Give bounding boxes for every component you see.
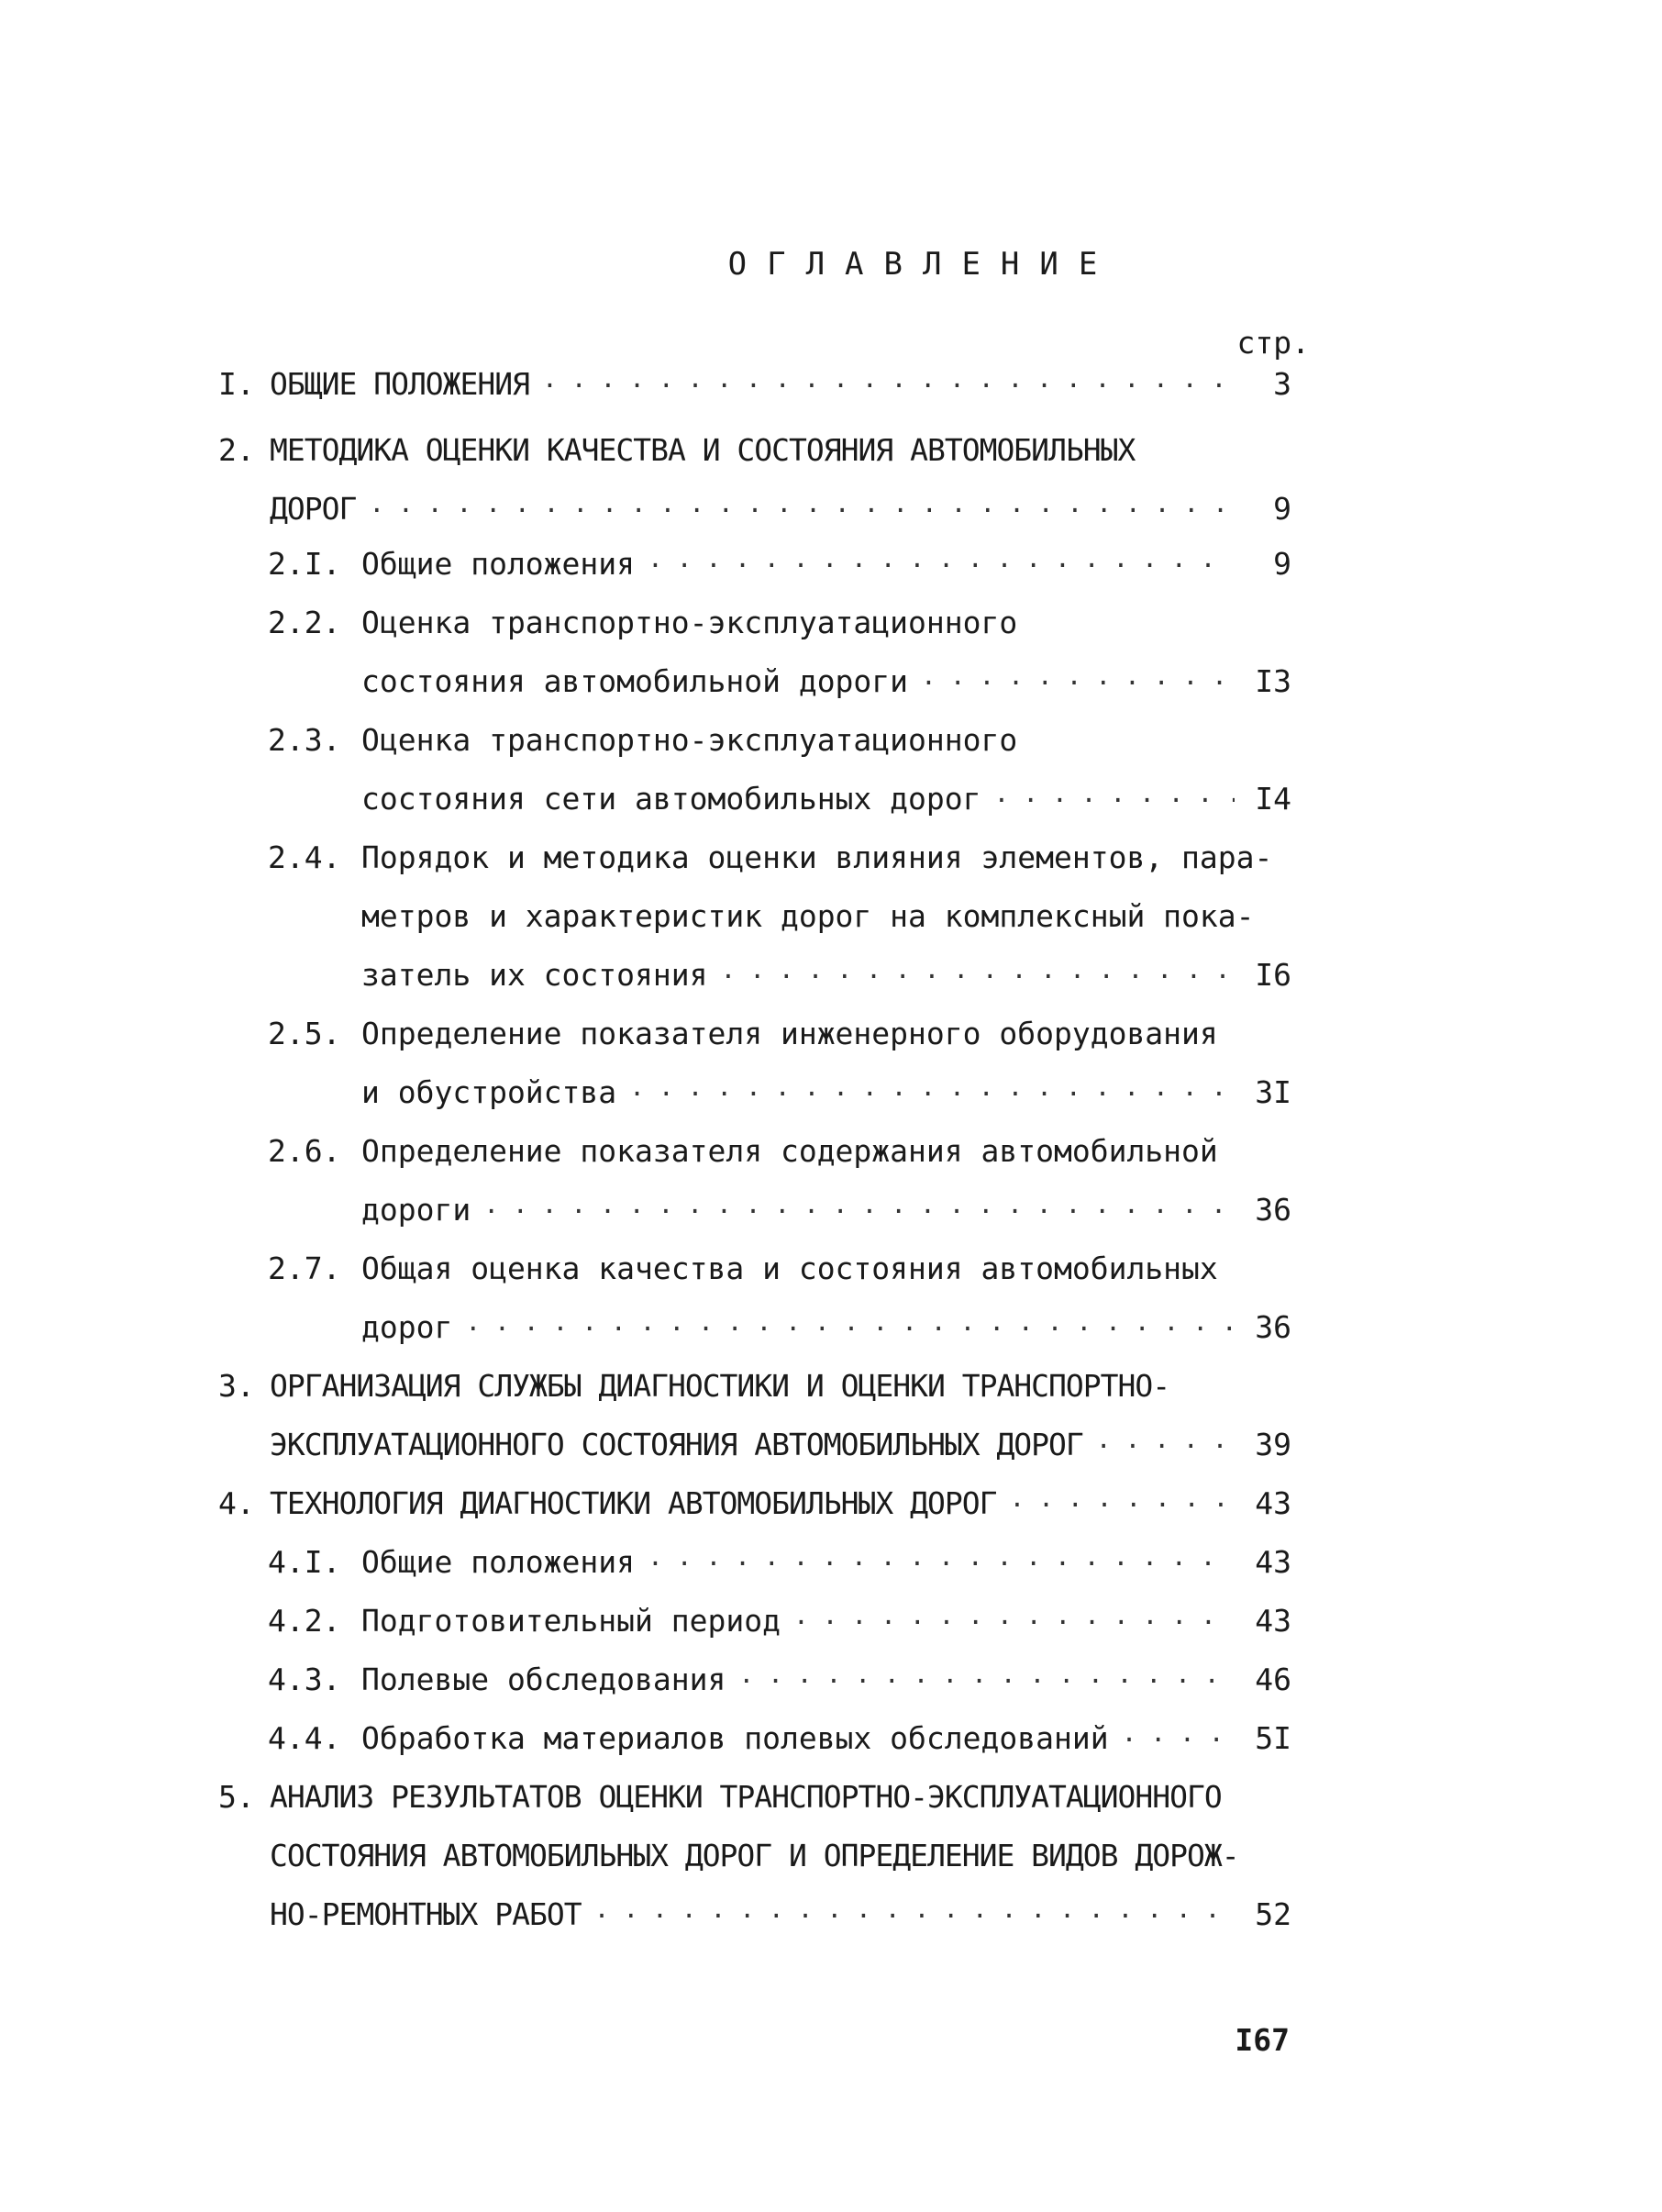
toc-entry-page: 52 <box>1255 1896 1291 1932</box>
toc-entry-number: 5. <box>218 1779 255 1815</box>
toc-entry-number: 2.2. <box>268 605 341 640</box>
toc-entry-title: СОСТОЯНИЯ АВТОМОБИЛЬНЫХ ДОРОГ И ОПРЕДЕЛЕНИЕ ВИДОВ ДОРОЖ- <box>270 1838 1239 1873</box>
toc-entry-number: 4.3. <box>268 1662 341 1697</box>
toc-entry-number: 4.2. <box>268 1603 341 1639</box>
toc-line <box>0 1248 1662 1290</box>
dot-leader <box>721 954 1235 996</box>
toc-entry-title: состояния автомобильной дороги <box>361 663 909 699</box>
toc-line <box>0 1306 1662 1349</box>
toc-entry-number: 2.5. <box>268 1016 341 1051</box>
toc-entry-number: 4.4. <box>268 1720 341 1756</box>
toc-line <box>0 1365 1662 1407</box>
toc-entry-title: Общая оценка качества и состояния автомобильных <box>361 1251 1218 1286</box>
toc-line <box>0 719 1662 761</box>
toc-line <box>0 1835 1662 1877</box>
dot-leader <box>921 661 1235 703</box>
dot-leader <box>542 363 1235 406</box>
dot-leader <box>648 543 1235 585</box>
toc-line <box>0 1483 1662 1525</box>
toc-entry-title: ТЕХНОЛОГИЯ ДИАГНОСТИКИ АВТОМОБИЛЬНЫХ ДОРОГ <box>270 1485 997 1521</box>
toc-entry-number: 2. <box>218 432 255 468</box>
toc-entry-title: НО-РЕМОНТНЫХ РАБОТ <box>270 1896 582 1932</box>
toc-entry-page: I4 <box>1255 781 1291 817</box>
toc-entry-page: 5I <box>1255 1720 1291 1756</box>
toc-entry-number: 2.7. <box>268 1251 341 1286</box>
toc-entry-number: 2.3. <box>268 722 341 758</box>
toc-entry-title: затель их состояния <box>361 957 708 993</box>
toc-entry-title: Общие положения <box>361 546 636 582</box>
toc-entry-page: 46 <box>1255 1662 1291 1697</box>
toc-line <box>0 363 1662 406</box>
toc-line <box>0 1600 1662 1642</box>
toc-line <box>0 1541 1662 1584</box>
toc-entry-page: 36 <box>1255 1192 1291 1228</box>
toc-entry-page: 36 <box>1255 1309 1291 1345</box>
toc-line <box>0 1013 1662 1055</box>
toc-line <box>0 602 1662 644</box>
toc-entry-number: 4.I. <box>268 1544 341 1580</box>
toc-entry-number: 2.4. <box>268 839 341 875</box>
toc-entry-title: МЕТОДИКА ОЦЕНКИ КАЧЕСТВА И СОСТОЯНИЯ АВТОМОБИЛЬНЫХ <box>270 432 1136 468</box>
toc-line <box>0 429 1662 472</box>
toc-line <box>0 954 1662 996</box>
page-title: ОГЛАВЛЕНИЕ <box>727 246 1118 283</box>
dot-leader <box>994 778 1235 820</box>
toc-line <box>0 1130 1662 1173</box>
toc-entry-title: дорог <box>361 1309 453 1345</box>
toc-entry-number: 4. <box>218 1485 255 1521</box>
toc-entry-title: АНАЛИЗ РЕЗУЛЬТАТОВ ОЦЕНКИ ТРАНСПОРТНО-ЭКСПЛУАТАЦИОННОГО <box>270 1779 1222 1815</box>
toc-entry-page: 39 <box>1255 1427 1291 1462</box>
dot-leader <box>594 1894 1235 1936</box>
dot-leader <box>1096 1424 1235 1466</box>
toc-entry-title: ДОРОГ <box>270 491 357 527</box>
dot-leader <box>1122 1717 1235 1760</box>
toc-line <box>0 1659 1662 1701</box>
toc-entry-number: I. <box>218 366 255 402</box>
toc-entry-page: I3 <box>1255 663 1291 699</box>
toc-line <box>0 488 1662 530</box>
toc-line <box>0 1189 1662 1231</box>
toc-entry-title: метров и характеристик дорог на комплексный пока- <box>361 898 1255 934</box>
dot-leader <box>465 1306 1235 1349</box>
page-column-label: стр. <box>1236 325 1310 361</box>
toc-line <box>0 837 1662 879</box>
page-number: I67 <box>1235 2022 1290 2058</box>
toc-entry-title: состояния сети автомобильных дорог <box>361 781 981 817</box>
toc-entry-title: и обустройства <box>361 1074 617 1110</box>
toc-entry-number: 3. <box>218 1368 255 1404</box>
toc-entry-title: ОРГАНИЗАЦИЯ СЛУЖБЫ ДИАГНОСТИКИ И ОЦЕНКИ ТРАНСПОРТНО- <box>270 1368 1170 1404</box>
toc-entry-page: 3I <box>1255 1074 1291 1110</box>
dot-leader <box>793 1600 1235 1642</box>
toc-entry-page: I6 <box>1255 957 1291 993</box>
toc-entry-title: дороги <box>361 1192 471 1228</box>
dot-leader <box>629 1072 1235 1114</box>
toc-line <box>0 895 1662 938</box>
toc-entry-number: 2.I. <box>268 546 341 582</box>
toc-entry-title: Полевые обследования <box>361 1662 726 1697</box>
toc-line <box>0 543 1662 585</box>
toc-entry-title: Обработка материалов полевых обследований <box>361 1720 1109 1756</box>
toc-entry-title: Определение показателя содержания автомобильной <box>361 1133 1218 1169</box>
toc-line <box>0 661 1662 703</box>
toc-entry-title: Общие положения <box>361 1544 636 1580</box>
toc-entry-title: Порядок и методика оценки влияния элементов, пара- <box>361 839 1273 875</box>
toc-entry-page: 43 <box>1255 1544 1291 1580</box>
toc-entry-number: 2.6. <box>268 1133 341 1169</box>
dot-leader <box>369 488 1235 530</box>
toc-line <box>0 1424 1662 1466</box>
toc-entry-page: 43 <box>1255 1603 1291 1639</box>
toc-entry-page: 9 <box>1273 546 1291 582</box>
toc-entry-page: 3 <box>1273 366 1291 402</box>
toc-entry-page: 43 <box>1255 1485 1291 1521</box>
toc-line <box>0 1894 1662 1936</box>
dot-leader <box>1009 1483 1235 1525</box>
toc-entry-title: Оценка транспортно-эксплуатационного <box>361 722 1018 758</box>
toc-line <box>0 778 1662 820</box>
dot-leader <box>648 1541 1235 1584</box>
toc-entry-title: Оценка транспортно-эксплуатационного <box>361 605 1018 640</box>
toc-line <box>0 1072 1662 1114</box>
toc-entry-title: ЭКСПЛУАТАЦИОННОГО СОСТОЯНИЯ АВТОМОБИЛЬНЫХ ДОРОГ <box>270 1427 1083 1462</box>
toc-line <box>0 1717 1662 1760</box>
toc-entry-title: ОБЩИЕ ПОЛОЖЕНИЯ <box>270 366 530 402</box>
toc-entry-page: 9 <box>1273 491 1291 527</box>
toc-line <box>0 1776 1662 1818</box>
dot-leader <box>738 1659 1235 1701</box>
dot-leader <box>483 1189 1235 1231</box>
toc-entry-title: Определение показателя инженерного оборудования <box>361 1016 1218 1051</box>
toc-entry-title: Подготовительный период <box>361 1603 781 1639</box>
